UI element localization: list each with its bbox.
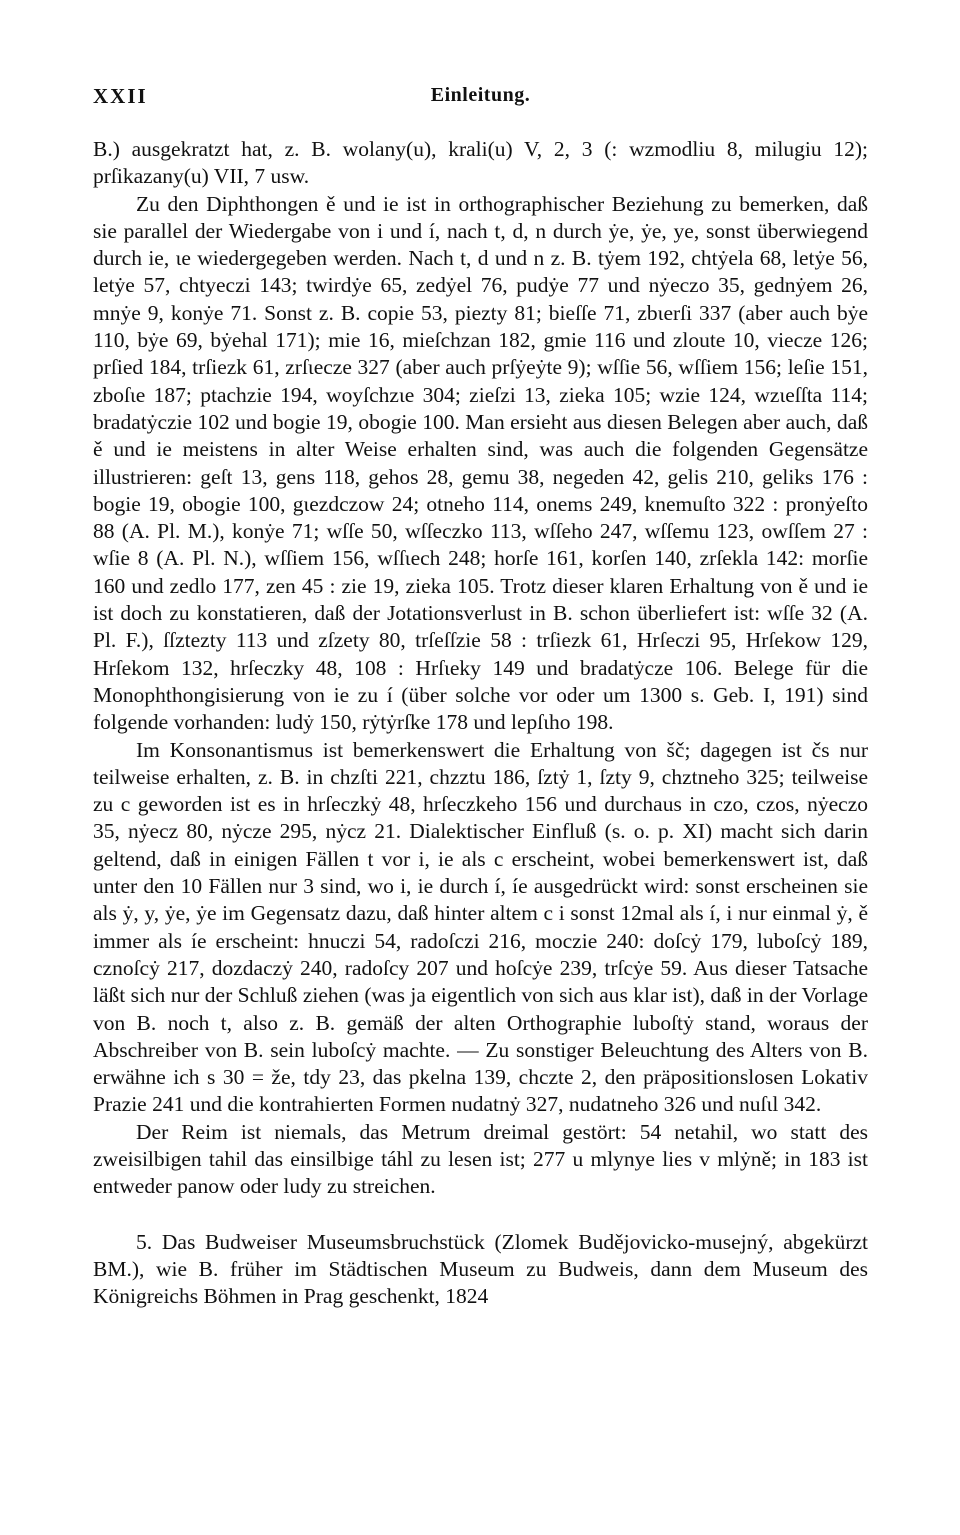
paragraph-diphthongs: Zu den Diphthongen ě und ie ist in orthographischer Beziehung zu bemerken, daß sie parallel der Wiedergabe von i und í, nach t, d, n durch ẏe, ẏe, ye, sonst überwiegend durch ie, ιe wiedergegeben werden. Nach t, d und n z. B. tẏem 192, chtẏela 68, letẏe 56, letẏe 57, chtyeczi 143; twirdẏe 65, zedẏel 76, pudẏe 77 und nẏeczo 35, gednẏem 26, mnẏe 9, konẏe 71. Sonst z. B. copie 53, piezty 81; bieſſe 71, zbιerſi 337 (aber auch bẏe 110, bẏe 69, bẏehal 171); mie 16, mieſchzan 182, gmie 116 und zloute 10, viecze 126; prſied 184, trſiezk 61, zrſιecze 327 (aber auch prſẏeẏte 9); wſſie 56, wſſiem 156; leſie 151, zboſιe 187; ptachzie 194, woyſchzιe 304; zieſzi 13, zieka 105; wzie 124, wzιeſſta 114; bradatẏczie 102 und bogie 19, obogie 100. Man ersieht aus diesen Belegen aber auch, daß ě und ie meistens in alter Weise erhalten sind, was auch die folgenden Gegensätze illustrieren: geſt 13, gens 118, gehos 28, gemu 38, negeden 42, gelis 210, geliks 176 : bogie 19, obogie 100, gιezdczow 24; otneho 114, onems 249, knemuſto 322 : pronẏeſto 88 (A. Pl. M.), konẏe 71; wſſe 50, wſſeczko 113, wſſeho 247, wſſemu 123, owſſem 27 : wſie 8 (A. Pl. N.), wſſiem 156, wſſιech 248; horſe 161, korſen 140, zrſekla 142: morſie 160 und zedlo 177, zen 45 : zie 19, zieka 105. Trotz dieser klaren Erhaltung von ě und ie ist doch zu konstatieren, daß der Jotationsverlust in B. schon überliefert ist: wſſe 32 (A. Pl. F.), ſſztezty 113 und zſzety 80, trſeſſzie 58 : trſiezk 61, Hrſeczi 95, Hrſekow 129, Hrſekom 132, hrſeczky 48, 108 : Hrſιeky 149 und bradatẏcze 106. Belege für die Monophthongisierung von ie zu í (über solche vor oder um 1300 s. Geb. I, 191) sind folgende vorhanden: ludẏ 150, rẏtẏrſke 178 und lepſιho 198.	[93, 191, 868, 735]
running-title: Einleitung.	[430, 84, 531, 106]
body-text	[93, 136, 868, 1310]
book-page	[93, 84, 868, 1310]
paragraph-continuation: B.) ausgekratzt hat, z. B. wolany(u), krali(u) V, 2, 3 (: wzmodliu 8, milugiu 12); prſikazany(u) VII, 7 usw.	[93, 137, 868, 189]
page-number: XXII	[93, 84, 148, 108]
paragraph-section-5: 5. Das Budweiser Museumsbruchstück (Zlomek Budějovicko-musejný, abgekürzt BM.), wie B. früher im Städtischen Museum zu Budweis, dann dem Museum des Königreichs Böhmen in Prag geschenkt, 1824	[93, 1229, 868, 1309]
running-head	[93, 84, 868, 124]
paragraph-konsonantismus: Im Konsonantismus ist bemerkenswert die Erhaltung von šč; dagegen ist čs nur teilweise erhalten, z. B. in chzſti 221, chzztu 186, ſztẏ 1, ſzty 9, chztneho 325; teilweise zu c geworden ist es in hrſeczkẏ 48, hrſeczkeho 156 und durchaus in czo, czos, nẏeczo 35, nẏecz 80, nẏcze 295, nẏcz 21. Dialektischer Einfluß (s. o. p. XI) macht sich darin geltend, daß in einigen Fällen t vor i, ie als c erscheint, wobei bemerkenswert ist, daß unter den 10 Fällen nur 3 sind, wo i, ie durch í, íe ausgedrückt wird: sonst erscheinen sie als ẏ, y, ẏe, ẏe im Gegensatz dazu, daß hinter altem c i sonst 12mal als í, i nur einmal ẏ, ě immer als íe erscheint: hnuczi 54, radoſczi 216, moczie 240: doſcẏ 179, luboſcẏ 189, cznoſcẏ 217, dozdaczẏ 240, radoſcy 207 und hoſcẏe 239, trſcẏe 59. Aus dieser Tatsache läßt sich nur der Schluß ziehen (was ja eigentlich von sich aus klar ist), daß in der Vorlage von B. noch t, also z. B. gemäß der alten Orthographie luboſtẏ stand, woraus der Abschreiber von B. sein luboſcẏ machte. — Zu sonstiger Beleuchtung des Alters von B. erwähne ich s 30 = že, tdy 23, das pkelna 139, chczte 2, den präpositionslosen Lokativ Prazie 241 und die kontrahierten Formen nudatnẏ 327, nudatneho 326 und nuſιl 342.	[93, 737, 868, 1117]
paragraph-reim-metrum: Der Reim ist niemals, das Metrum dreimal gestört: 54 netahil, wo statt des zweisilbigen tahil das einsilbige táhl zu lesen ist; 277 u mlynye lies v mlẏně; in 183 ist entweder panow oder ludy zu streichen.	[93, 1119, 868, 1199]
